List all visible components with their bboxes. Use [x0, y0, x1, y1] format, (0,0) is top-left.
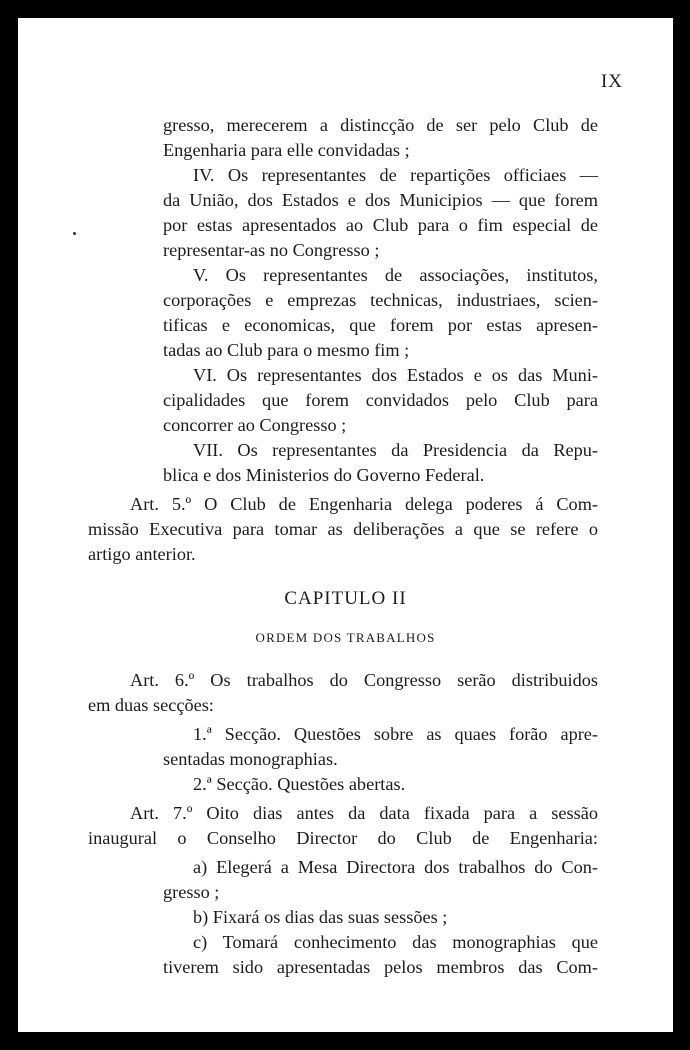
- text-line: Engenharia para elle convidadas ;: [163, 140, 410, 160]
- text-line: Art. 5.º O Club de Engenharia delega poderes á Com-: [130, 494, 598, 514]
- text-line: sentadas monographias.: [163, 749, 338, 769]
- text-line: V. Os representantes de associações, institutos,: [193, 265, 598, 285]
- chapter-title: CAPITULO II: [284, 588, 407, 609]
- text-line: corporações e emprezas technicas, industriaes, scien-: [163, 290, 598, 310]
- text-line: concorrer ao Congresso ;: [163, 415, 347, 435]
- text-line: por estas apresentados ao Club para o fim especial de: [163, 215, 598, 235]
- text-line: a) Elegerá a Mesa Directora dos trabalhos do Con-: [193, 857, 598, 877]
- text-line: VII. Os representantes da Presidencia da Repu-: [193, 440, 598, 460]
- text-line: VI. Os representantes dos Estados e os das Muni-: [193, 365, 598, 385]
- text-line: Art. 6.º Os trabalhos do Congresso serão distribuidos: [130, 670, 598, 690]
- ink-speck: [73, 232, 76, 235]
- text-line: c) Tomará conhecimento das monographias que: [193, 932, 598, 952]
- text-line: cipalidades que forem convidados pelo Club para: [163, 390, 598, 410]
- text-line: inaugural o Conselho Director do Club de Engenharia:: [88, 828, 598, 848]
- text-line: tificas e economicas, que forem por estas apresen-: [163, 315, 598, 335]
- text-line: gresso ;: [163, 882, 220, 902]
- chapter-subtitle: ORDEM DOS TRABALHOS: [255, 630, 436, 645]
- text-line: 2.ª Secção. Questões abertas.: [193, 774, 406, 794]
- text-line: blica e dos Ministerios do Governo Federal.: [163, 465, 485, 485]
- text-line: missão Executiva para tomar as deliberações a que se refere o: [88, 519, 598, 539]
- text-line: da União, dos Estados e dos Municipios — que forem: [163, 190, 598, 210]
- text-line: em duas secções:: [88, 695, 214, 715]
- book-page: [18, 18, 673, 1032]
- text-line: tiverem sido apresentadas pelos membros das Com-: [163, 957, 598, 977]
- text-line: artigo anterior.: [88, 544, 196, 564]
- text-line: 1.ª Secção. Questões sobre as quaes forão apre-: [193, 724, 598, 744]
- text-line: tadas ao Club para o mesmo fim ;: [163, 340, 410, 360]
- text-line: Art. 7.º Oito dias antes da data fixada para a sessão: [130, 803, 598, 823]
- page-number: IX: [600, 71, 623, 92]
- text-line: representar-as no Congresso ;: [163, 240, 380, 260]
- text-line: b) Fixará os dias das suas sessões ;: [193, 907, 448, 927]
- text-line: IV. Os representantes de repartições officiaes —: [193, 165, 598, 185]
- text-line: gresso, merecerem a distincção de ser pelo Club de: [163, 115, 598, 135]
